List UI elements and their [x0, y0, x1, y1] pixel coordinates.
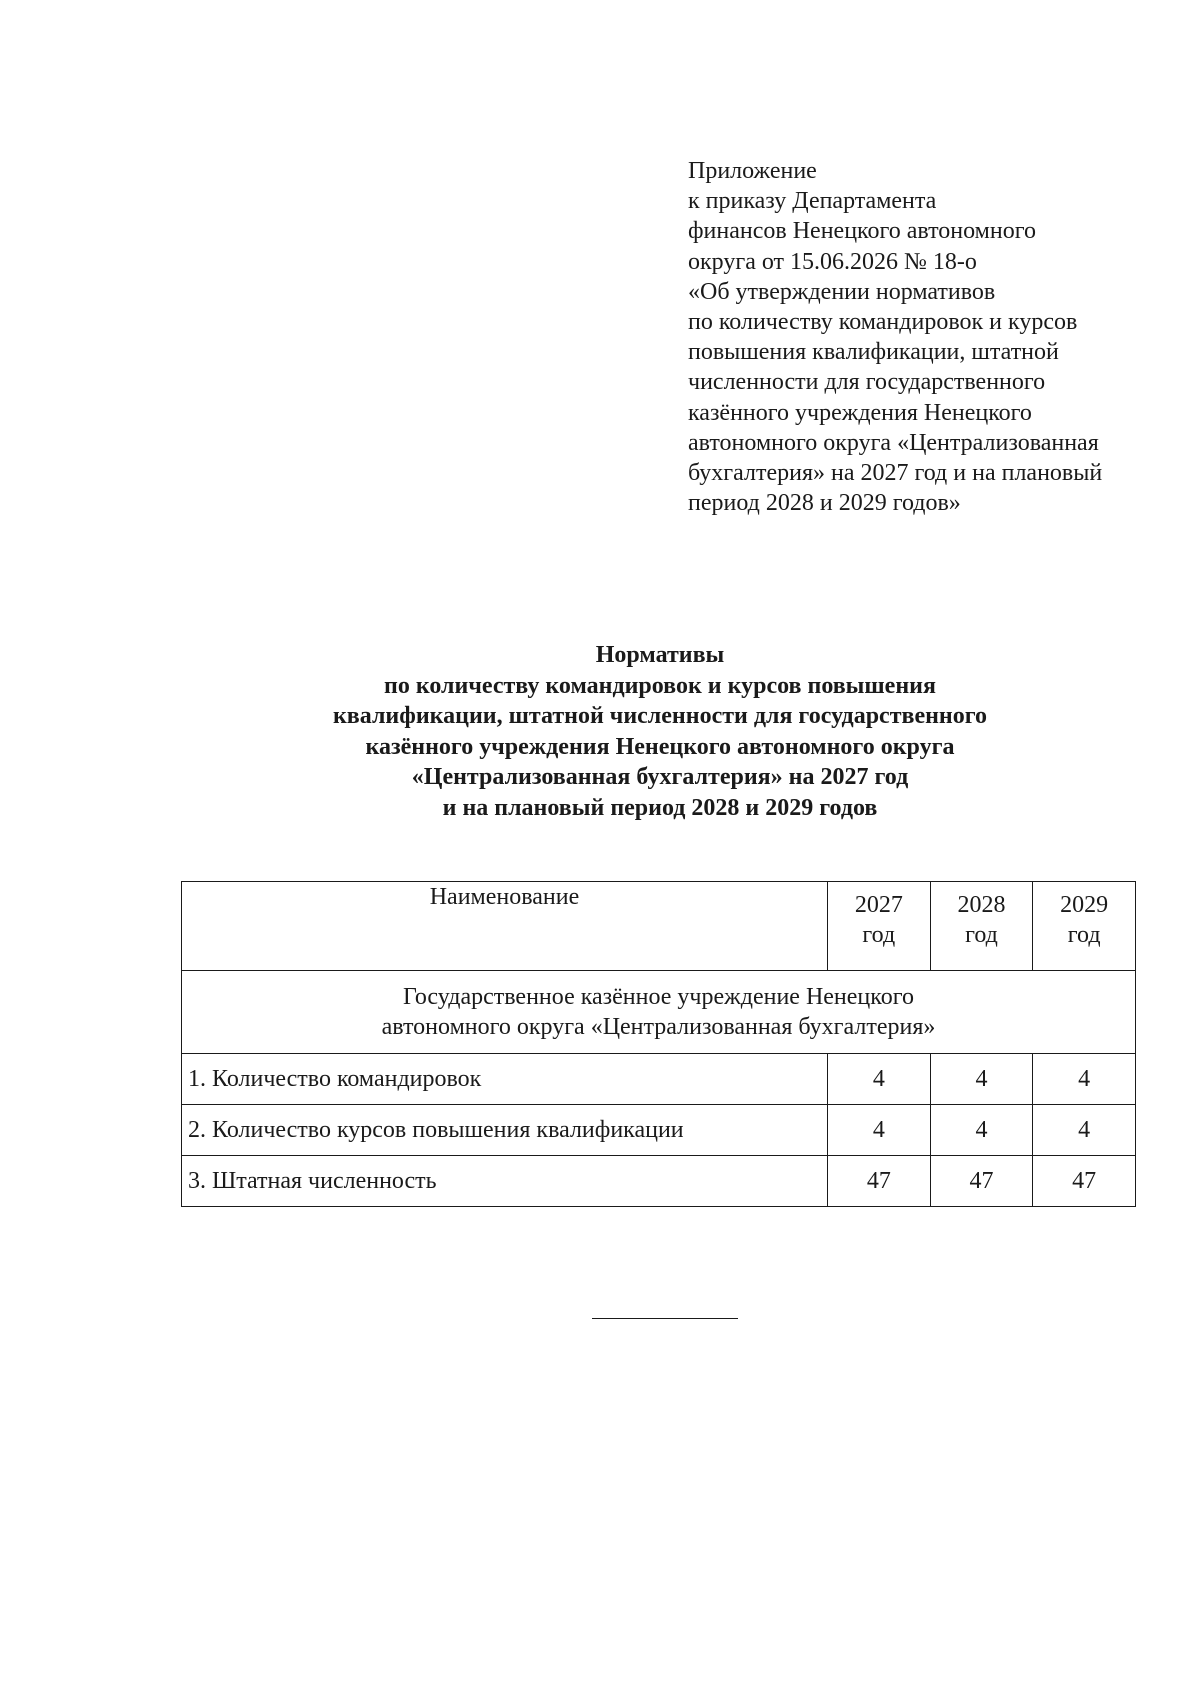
- row-value-2029: 4: [1033, 1105, 1136, 1156]
- title-line: по количеству командировок и курсов повышения: [384, 672, 936, 699]
- row-value-2028: 47: [930, 1156, 1033, 1207]
- organization-cell: [182, 971, 1136, 1054]
- organization-row: [182, 971, 1136, 1054]
- header-year-cell: [930, 882, 1033, 971]
- norms-table: [181, 881, 1136, 1207]
- appendix-note: [688, 156, 1158, 518]
- header-year-number: 2029: [1060, 892, 1109, 918]
- appendix-line: округа от 15.06.2026 № 18-о: [688, 248, 977, 275]
- row-value-2029: 47: [1033, 1156, 1136, 1207]
- appendix-line: повышения квалификации, штатной: [688, 339, 1059, 366]
- header-year-number: 2027: [854, 892, 903, 918]
- header-year-word: год: [862, 922, 896, 948]
- appendix-line: Приложение: [688, 158, 817, 184]
- row-value-2027: 4: [827, 1054, 930, 1105]
- header-year-cell: [1033, 882, 1136, 971]
- organization-line: автономного округа «Централизованная бухгалтерия»: [381, 1014, 936, 1040]
- appendix-line: «Об утверждении нормативов: [688, 278, 996, 305]
- header-name-cell: Наименование: [182, 882, 828, 971]
- row-label: 2. Количество курсов повышения квалификации: [182, 1105, 828, 1156]
- organization-line: Государственное казённое учреждение Ненецкого: [403, 984, 914, 1010]
- table-row: [182, 1054, 1136, 1105]
- appendix-line: к приказу Департамента: [688, 188, 937, 215]
- header-year-word: год: [965, 922, 998, 948]
- row-value-2029: 4: [1033, 1054, 1136, 1105]
- row-value-2028: 4: [930, 1054, 1033, 1105]
- appendix-line: казённого учреждения Ненецкого: [688, 399, 1032, 426]
- header-year-cell: [827, 882, 930, 971]
- document-title: [180, 640, 1140, 823]
- table-row: [182, 1156, 1136, 1207]
- row-value-2027: 4: [827, 1105, 930, 1156]
- end-divider-line: [592, 1318, 738, 1319]
- title-line: «Централизованная бухгалтерия» на 2027 год: [411, 764, 909, 790]
- header-year-number: 2028: [957, 892, 1006, 918]
- header-year-word: год: [1067, 922, 1101, 948]
- title-line: Нормативы: [595, 642, 725, 668]
- appendix-line: бухгалтерия» на 2027 год и на плановый: [688, 460, 1103, 487]
- title-line: казённого учреждения Ненецкого автономного округа: [365, 733, 955, 760]
- appendix-line: численности для государственного: [688, 369, 1046, 396]
- appendix-line: по количеству командировок и курсов: [688, 309, 1078, 336]
- row-value-2027: 47: [827, 1156, 930, 1207]
- title-line: квалификации, штатной численности для государственного: [332, 703, 988, 729]
- title-line: и на плановый период 2028 и 2029 годов: [442, 794, 878, 821]
- appendix-line: период 2028 и 2029 годов»: [688, 490, 961, 517]
- table-row: [182, 1105, 1136, 1156]
- row-value-2028: 4: [930, 1105, 1033, 1156]
- appendix-line: финансов Ненецкого автономного: [688, 218, 1036, 245]
- row-label: 1. Количество командировок: [182, 1054, 828, 1105]
- table-header-row: [182, 882, 1136, 971]
- row-label: 3. Штатная численность: [182, 1156, 828, 1207]
- appendix-line: автономного округа «Централизованная: [688, 429, 1099, 456]
